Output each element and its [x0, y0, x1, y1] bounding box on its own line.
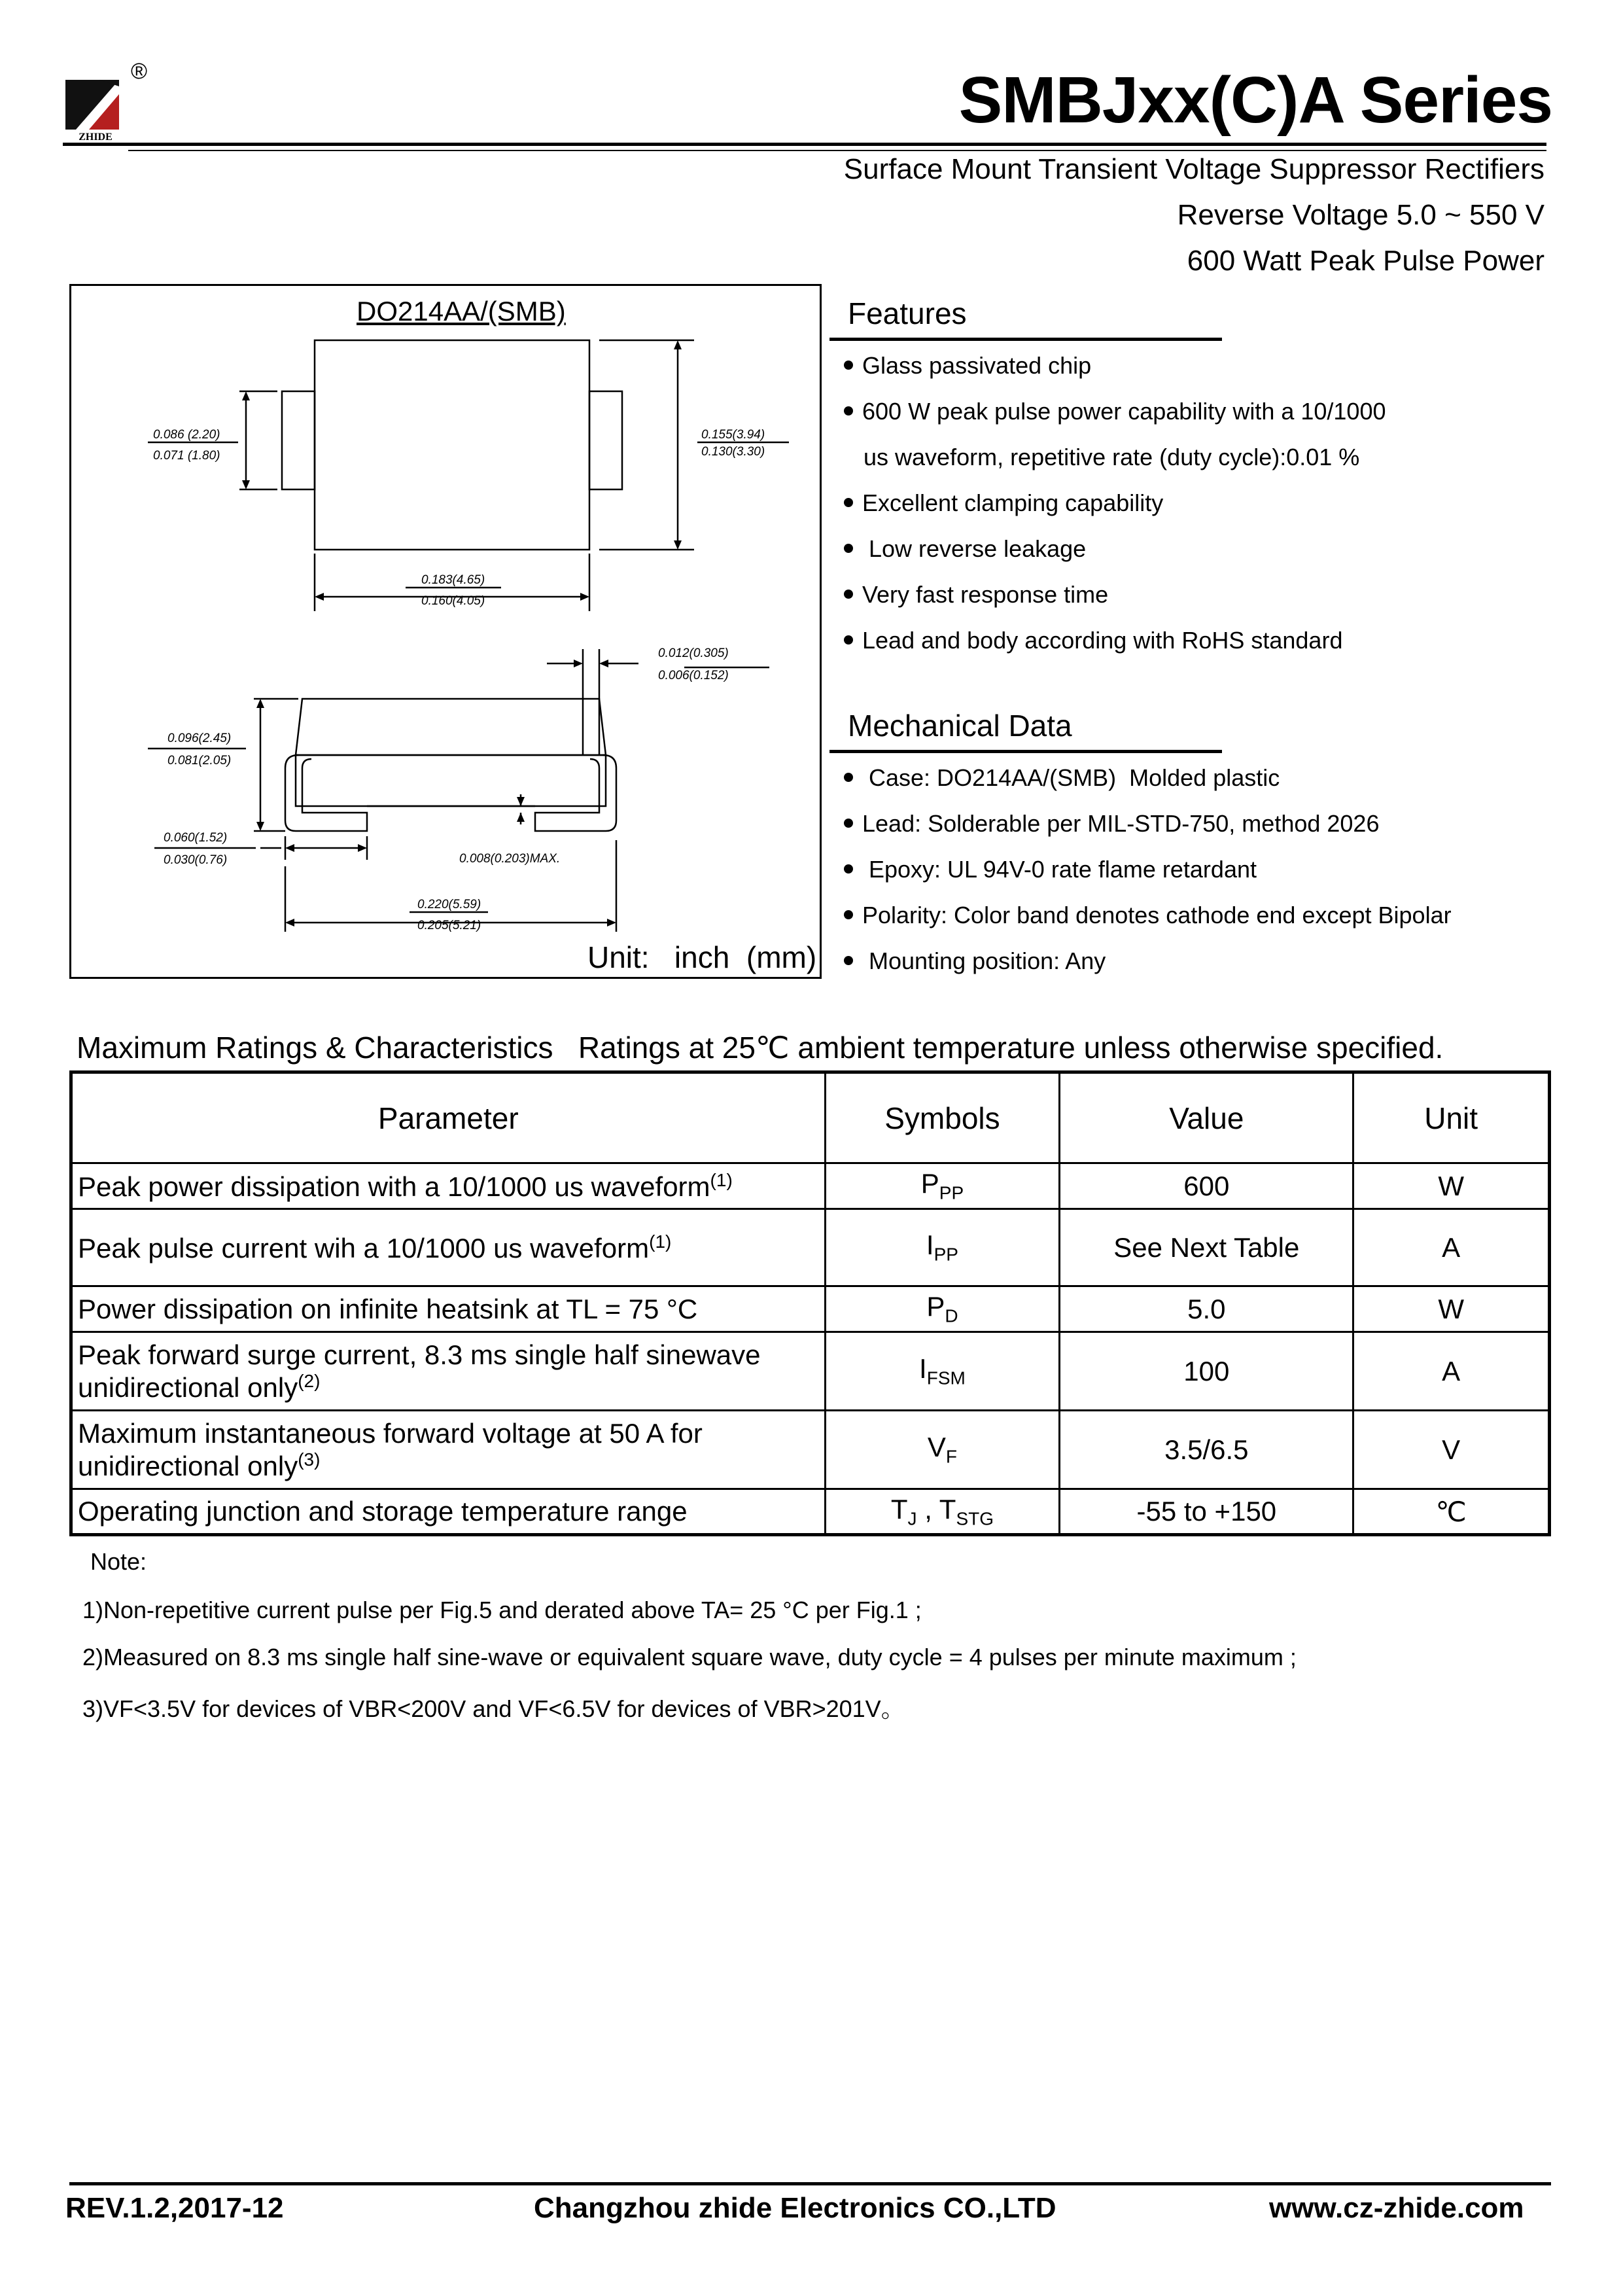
unit-cell: W	[1353, 1163, 1550, 1209]
dim-height-min: 0.081(2.05)	[167, 754, 232, 768]
mechanical-item: Case: DO214AA/(SMB) Molded plastic	[844, 764, 1280, 792]
registered-mark: ®	[131, 59, 148, 84]
table-row	[71, 1489, 1550, 1535]
note-item: 1)Non-repetitive current pulse per Fig.5 and derated above TA= 25 °C per Fig.1 ;	[82, 1597, 922, 1623]
feature-item: Excellent clamping capability	[844, 489, 1163, 517]
symbol-cell: $P_{PP}$	[825, 1163, 1060, 1209]
website-link[interactable]: www.cz-zhide.com	[1269, 2192, 1524, 2224]
value-cell: -55 to +150	[1060, 1489, 1353, 1535]
dim-body-height-max: 0.086 (2.20)	[153, 428, 220, 442]
dim-overall-max: 0.220(5.59)	[417, 898, 481, 911]
features-title: Features	[848, 296, 967, 330]
col-header-value: Value	[1060, 1072, 1353, 1163]
subtitle-line: Surface Mount Transient Voltage Suppressor Rectifiers	[843, 153, 1544, 185]
col-header-symbols: Symbols	[825, 1072, 1060, 1163]
table-row	[71, 1332, 1550, 1411]
value-cell: 5.0	[1060, 1286, 1353, 1332]
dim-lead-len-max: 0.060(1.52)	[164, 831, 228, 845]
dim-width-min: 0.130(3.30)	[701, 445, 765, 459]
ratings-table	[69, 1070, 1551, 1536]
feature-item: Glass passivated chip	[844, 352, 1091, 380]
header-rule-thin	[128, 150, 1546, 151]
mechanical-item: Lead: Solderable per MIL-STD-750, method 2026	[844, 810, 1379, 838]
value-cell: 3.5/6.5	[1060, 1411, 1353, 1489]
value-cell: See Next Table	[1060, 1209, 1353, 1286]
logo-text: ZHIDE	[79, 132, 113, 143]
package-drawing	[69, 284, 822, 979]
note-item: 3)VF<3.5V for devices of VBR<200V and VF<6.5V for devices of VBR>201V。	[82, 1695, 905, 1722]
company-name: Changzhou zhide Electronics CO.,LTD	[534, 2192, 1056, 2224]
header-rule	[63, 143, 1546, 146]
page-title: SMBJxx(C)A Series	[958, 63, 1552, 137]
feature-item: Lead and body according with RoHS standard	[844, 627, 1342, 654]
bullet-icon	[844, 773, 853, 782]
unit-cell: W	[1353, 1286, 1550, 1332]
feature-item: Very fast response time	[844, 581, 1108, 609]
zhide-logo	[63, 60, 128, 144]
param-cell: Peak power dissipation with a 10/1000 us waveform$^{(1)}$	[71, 1163, 826, 1209]
bullet-icon	[844, 956, 853, 965]
param-cell: Peak pulse current wih a 10/1000 us waveform$^{(1)}$	[71, 1209, 826, 1286]
bullet-icon	[844, 819, 853, 828]
value-cell: 100	[1060, 1332, 1353, 1411]
feature-item-continuation: us waveform, repetitive rate (duty cycle):0.01 %	[864, 444, 1360, 470]
bullet-icon	[844, 498, 853, 507]
package-label: DO214AA/(SMB)	[357, 296, 566, 327]
subtitle-line: 600 Watt Peak Pulse Power	[1187, 245, 1544, 277]
subtitle-line: Reverse Voltage 5.0 ~ 550 V	[1177, 199, 1544, 231]
bullet-icon	[844, 864, 853, 874]
ratings-heading: Maximum Ratings & Characteristics Ratings at 25℃ ambient temperature unless otherwise specified.	[77, 1031, 1444, 1065]
feature-item: Low reverse leakage	[844, 535, 1086, 563]
symbol-cell: $T_J$ , $T_{STG}$	[825, 1489, 1060, 1535]
unit-cell: A	[1353, 1209, 1550, 1286]
feature-item: 600 W peak pulse power capability with a 10/1000	[844, 398, 1386, 425]
dim-standoff: 0.008(0.203)MAX.	[459, 852, 561, 866]
table-row	[71, 1209, 1550, 1286]
table-header-row	[71, 1072, 1550, 1163]
dim-body-height-min: 0.071 (1.80)	[153, 449, 220, 463]
mechanical-item: Epoxy: UL 94V-0 rate flame retardant	[844, 856, 1257, 883]
col-header-parameter: Parameter	[71, 1072, 826, 1163]
mechanical-item: Mounting position: Any	[844, 947, 1106, 975]
bullet-icon	[844, 544, 853, 553]
unit-cell: V	[1353, 1411, 1550, 1489]
footer-rule	[69, 2182, 1551, 2185]
unit-cell: ℃	[1353, 1489, 1550, 1535]
symbol-cell: $I_{FSM}$	[825, 1332, 1060, 1411]
unit-label: Unit: inch (mm)	[587, 940, 817, 974]
bullet-icon	[844, 406, 853, 415]
dim-length-max: 0.183(4.65)	[421, 573, 485, 587]
symbol-cell: $I_{PP}$	[825, 1209, 1060, 1286]
dim-height-max: 0.096(2.45)	[167, 732, 232, 745]
mechanical-title: Mechanical Data	[848, 709, 1072, 743]
symbol-cell: $P_D$	[825, 1286, 1060, 1332]
table-row	[71, 1286, 1550, 1332]
bullet-icon	[844, 590, 853, 599]
bullet-icon	[844, 361, 853, 370]
table-row	[71, 1411, 1550, 1489]
bullet-icon	[844, 910, 853, 919]
symbol-cell: $V_F$	[825, 1411, 1060, 1489]
features-rule	[829, 338, 1222, 341]
mechanical-rule	[829, 750, 1222, 753]
note-item: 2)Measured on 8.3 ms single half sine-wave or equivalent square wave, duty cycle = 4 pulses per minute maximum ;	[82, 1644, 1297, 1670]
revision-text: REV.1.2,2017-12	[65, 2192, 284, 2224]
dim-lead-thick-min: 0.006(0.152)	[658, 669, 729, 682]
param-cell: Power dissipation on infinite heatsink at TL = 75 °C	[71, 1286, 826, 1332]
param-cell: Peak forward surge current, 8.3 ms single half sinewave unidirectional only$^{(2)}$	[71, 1332, 826, 1411]
col-header-unit: Unit	[1353, 1072, 1550, 1163]
dim-lead-len-min: 0.030(0.76)	[164, 853, 228, 867]
dim-length-min: 0.160(4.05)	[421, 594, 485, 608]
param-cell: Operating junction and storage temperature range	[71, 1489, 826, 1535]
value-cell: 600	[1060, 1163, 1353, 1209]
mechanical-item: Polarity: Color band denotes cathode end except Bipolar	[844, 902, 1452, 929]
unit-cell: A	[1353, 1332, 1550, 1411]
param-cell: Maximum instantaneous forward voltage at 50 A for unidirectional only$^{(3)}$	[71, 1411, 826, 1489]
dim-overall-min: 0.205(5.21)	[417, 919, 481, 932]
dim-width-max: 0.155(3.94)	[701, 428, 765, 442]
dim-lead-thick-max: 0.012(0.305)	[658, 646, 729, 660]
notes-title: Note:	[90, 1548, 147, 1575]
table-row	[71, 1163, 1550, 1209]
bullet-icon	[844, 635, 853, 645]
